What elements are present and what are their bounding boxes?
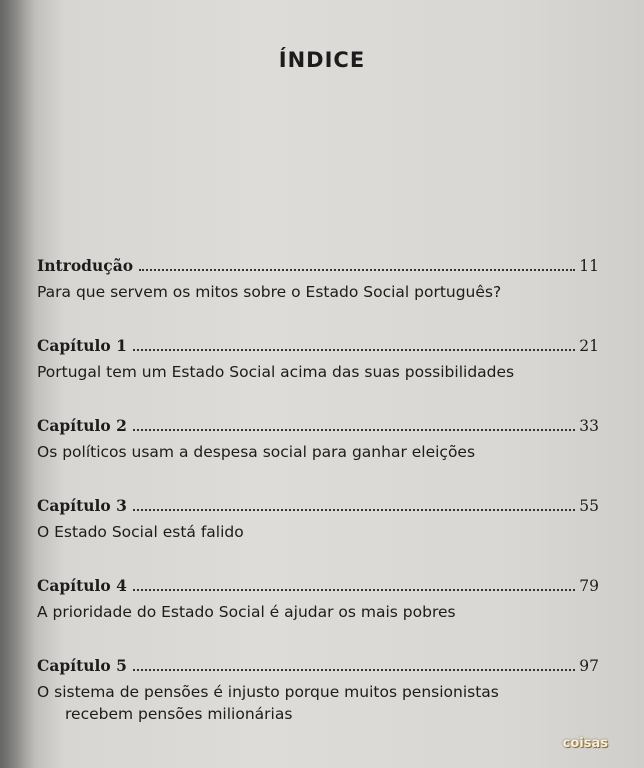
leader-dots bbox=[133, 429, 575, 431]
toc-label: Capítulo 3 bbox=[37, 496, 127, 515]
toc-entry-chapter-5 bbox=[37, 656, 599, 725]
page-gutter-shadow bbox=[0, 0, 36, 768]
toc-entry-chapter-3 bbox=[37, 496, 599, 543]
toc-entry-chapter-1 bbox=[37, 336, 599, 383]
toc-description-line-1: O sistema de pensões é injusto porque muitos pensionistas bbox=[37, 683, 499, 701]
toc-page-number: 97 bbox=[579, 657, 599, 675]
leader-dots bbox=[133, 509, 575, 511]
toc-entry-introduction bbox=[37, 256, 599, 303]
toc-label: Capítulo 1 bbox=[37, 336, 127, 355]
toc-description bbox=[37, 681, 599, 725]
leader-dots bbox=[139, 269, 575, 271]
leader-dots bbox=[133, 349, 575, 351]
toc-entry-chapter-2 bbox=[37, 416, 599, 463]
page-title: ÍNDICE bbox=[278, 48, 366, 72]
toc-label: Capítulo 2 bbox=[37, 416, 127, 435]
toc-description-line-2: recebem pensões milionárias bbox=[65, 705, 293, 723]
toc-description: O Estado Social está falido bbox=[37, 523, 244, 541]
toc-description: Para que servem os mitos sobre o Estado Social português? bbox=[37, 283, 502, 301]
toc-entry-chapter-4 bbox=[37, 576, 599, 623]
toc-page-number: 21 bbox=[579, 337, 599, 355]
toc-label: Capítulo 4 bbox=[37, 576, 127, 595]
toc-description: A prioridade do Estado Social é ajudar os mais pobres bbox=[37, 603, 456, 621]
toc-label: Introdução bbox=[37, 256, 134, 275]
toc-page-number: 79 bbox=[579, 577, 599, 595]
toc-description: Portugal tem um Estado Social acima das suas possibilidades bbox=[37, 363, 515, 381]
toc-page-number: 33 bbox=[579, 417, 599, 435]
toc-page-number: 11 bbox=[579, 257, 599, 275]
watermark-logo: coisas bbox=[562, 736, 608, 751]
leader-dots bbox=[133, 669, 575, 671]
toc-page-number: 55 bbox=[579, 497, 599, 515]
toc-label: Capítulo 5 bbox=[37, 656, 127, 675]
leader-dots bbox=[133, 589, 575, 591]
toc-description: Os políticos usam a despesa social para ganhar eleições bbox=[37, 443, 476, 461]
